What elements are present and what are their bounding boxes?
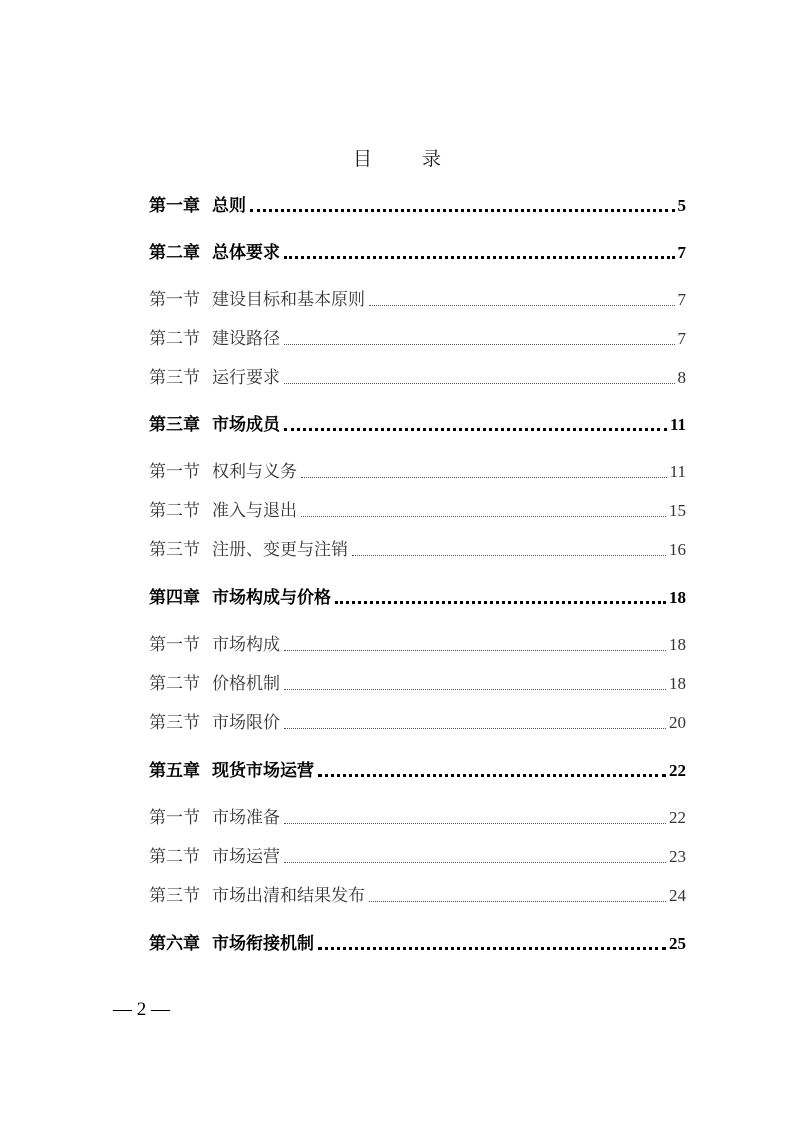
entry-page: 18 <box>669 588 686 607</box>
entry-title: 市场出清和结果发布 <box>212 886 365 906</box>
dot-leader <box>284 689 666 690</box>
dot-leader <box>301 516 666 517</box>
entry-title: 总体要求 <box>212 243 280 263</box>
toc-entry[interactable] <box>149 757 686 783</box>
toc-entry[interactable] <box>149 536 686 562</box>
entry-page: 5 <box>677 196 686 215</box>
toc-entry[interactable] <box>149 286 686 312</box>
entry-number: 第三节 <box>149 540 200 560</box>
entry-page: 15 <box>669 501 686 520</box>
toc-entry[interactable] <box>149 325 686 351</box>
entry-page: 11 <box>669 462 686 481</box>
toc-entry[interactable] <box>149 411 686 437</box>
toc-entry[interactable] <box>149 364 686 390</box>
entry-title: 权利与义务 <box>212 462 297 482</box>
entry-page: 16 <box>669 540 686 559</box>
dot-leader <box>318 774 666 777</box>
entry-title: 建设目标和基本原则 <box>212 290 365 310</box>
page-number: — 2 — <box>113 999 170 1020</box>
entry-page: 25 <box>669 934 686 953</box>
entry-title: 市场限价 <box>212 713 280 733</box>
entry-title: 市场构成 <box>212 635 280 655</box>
dot-leader <box>284 256 675 259</box>
entry-page: 7 <box>677 329 686 348</box>
entry-title: 现货市场运营 <box>212 761 314 781</box>
entry-title: 价格机制 <box>212 674 280 694</box>
entry-page: 18 <box>669 635 686 654</box>
entry-title: 注册、变更与注销 <box>212 540 348 560</box>
toc-entry[interactable] <box>149 192 686 218</box>
toc-entry[interactable] <box>149 239 686 265</box>
entry-number: 第三节 <box>149 886 200 906</box>
entry-number: 第二节 <box>149 329 200 349</box>
dot-leader <box>284 862 666 863</box>
entry-title: 建设路径 <box>212 329 280 349</box>
toc-entry[interactable] <box>149 709 686 735</box>
entry-page: 24 <box>669 886 686 905</box>
dot-leader <box>250 209 675 212</box>
dot-leader <box>369 305 675 306</box>
dot-leader <box>284 428 667 431</box>
dot-leader <box>284 728 666 729</box>
toc-entry[interactable] <box>149 584 686 610</box>
dot-leader <box>301 477 667 478</box>
toc-entry[interactable] <box>149 458 686 484</box>
entry-number: 第一节 <box>149 808 200 828</box>
entry-page: 7 <box>677 290 686 309</box>
dot-leader <box>284 344 675 345</box>
dot-leader <box>369 901 666 902</box>
dot-leader <box>284 650 666 651</box>
entry-page: 20 <box>669 713 686 732</box>
entry-number: 第一章 <box>149 196 200 216</box>
toc-entry[interactable] <box>149 497 686 523</box>
entry-title: 市场构成与价格 <box>212 588 331 608</box>
entry-page: 22 <box>669 808 686 827</box>
entry-number: 第四章 <box>149 588 200 608</box>
entry-number: 第六章 <box>149 934 200 954</box>
entry-title: 市场衔接机制 <box>212 934 314 954</box>
toc-entry[interactable] <box>149 930 686 956</box>
entry-title: 运行要求 <box>212 368 280 388</box>
toc-title: 目 录 <box>352 148 464 170</box>
entry-number: 第一节 <box>149 635 200 655</box>
entry-number: 第三章 <box>149 415 200 435</box>
entry-number: 第五章 <box>149 761 200 781</box>
entry-number: 第一节 <box>149 462 200 482</box>
entry-title: 总则 <box>212 196 246 216</box>
entry-page: 8 <box>677 368 686 387</box>
entry-title: 准入与退出 <box>212 501 297 521</box>
dot-leader <box>335 601 666 604</box>
entry-number: 第一节 <box>149 290 200 310</box>
toc-entry[interactable] <box>149 631 686 657</box>
entry-page: 22 <box>669 761 686 780</box>
toc-entry[interactable] <box>149 670 686 696</box>
dot-leader <box>284 823 666 824</box>
entry-number: 第二节 <box>149 501 200 521</box>
entry-number: 第二章 <box>149 243 200 263</box>
entry-title: 市场成员 <box>212 415 280 435</box>
entry-number: 第三节 <box>149 713 200 733</box>
entry-page: 18 <box>669 674 686 693</box>
entry-number: 第三节 <box>149 368 200 388</box>
entry-page: 23 <box>669 847 686 866</box>
dot-leader <box>352 555 666 556</box>
toc-entry[interactable] <box>149 843 686 869</box>
toc-entry[interactable] <box>149 882 686 908</box>
entry-number: 第二节 <box>149 847 200 867</box>
entry-number: 第二节 <box>149 674 200 694</box>
entry-page: 11 <box>669 415 686 434</box>
entry-title: 市场运营 <box>212 847 280 867</box>
toc-entry[interactable] <box>149 804 686 830</box>
entry-title: 市场准备 <box>212 808 280 828</box>
dot-leader <box>284 383 675 384</box>
dot-leader <box>318 947 666 950</box>
entry-page: 7 <box>677 243 686 262</box>
